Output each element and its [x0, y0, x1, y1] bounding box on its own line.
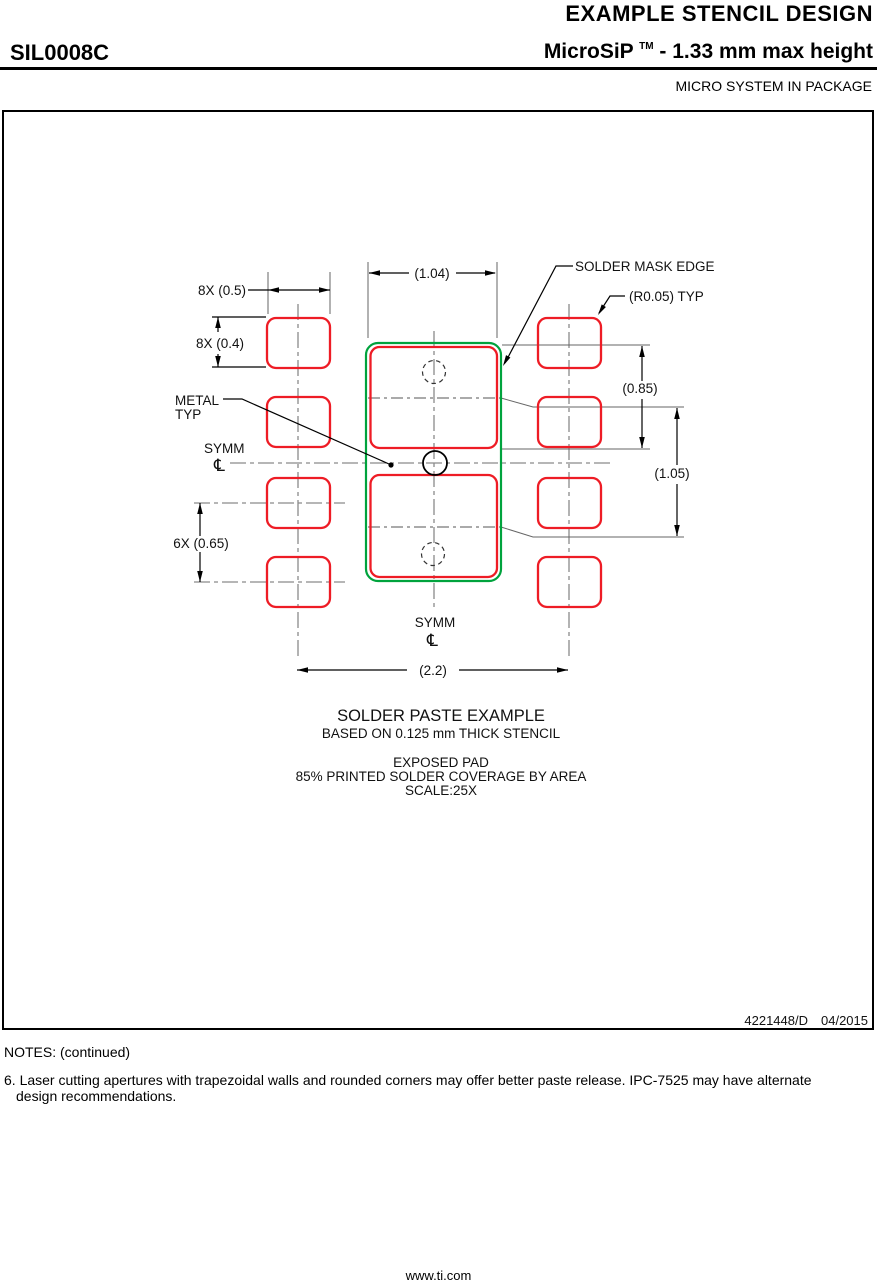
package-height: - 1.33 mm max height	[653, 40, 873, 63]
package-name: MicroSiP	[543, 40, 634, 63]
label-solder-mask-edge: SOLDER MASK EDGE	[575, 259, 715, 274]
hidden-via-bottom	[422, 543, 445, 566]
metal-leader	[223, 399, 389, 464]
note-6-line2: design recommendations.	[16, 1088, 177, 1104]
centerline-symbol-left: ℄	[214, 456, 225, 476]
caption-scale: SCALE:25X	[404, 783, 478, 798]
dim-overall-width: (2.2)	[419, 663, 447, 678]
centerline-symbol-bottom: ℄	[427, 631, 438, 651]
label-metal-typ: TYP	[175, 407, 202, 422]
package-family: MICRO SYSTEM IN PACKAGE	[675, 78, 872, 94]
dim-aperture-pitch: (1.05)	[654, 466, 690, 481]
dim-aperture-height: (0.85)	[622, 381, 658, 396]
caption-coverage: 85% PRINTED SOLDER COVERAGE BY AREA	[295, 769, 587, 784]
arrowheads	[197, 270, 680, 673]
note-6-line1: 6. Laser cutting apertures with trapezoidal walls and rounded corners may offer better paste release. IPC-7525 may have alternate	[4, 1072, 812, 1088]
label-symm-bottom: SYMM	[414, 615, 456, 630]
metal-leader-dot	[388, 462, 393, 467]
dim-center-pad-width: (1.04)	[414, 266, 450, 281]
drawing-frame	[3, 111, 873, 1029]
solder-mask-edge-outline	[366, 343, 501, 581]
radius-leader	[599, 296, 625, 313]
dim-pad-height: 8X (0.4)	[195, 336, 245, 351]
doc-date: 04/2015	[821, 1013, 868, 1028]
dim-pad-pitch: 6X (0.65)	[173, 536, 229, 551]
caption-exposed-pad: EXPOSED PAD	[393, 755, 489, 770]
footer-url: www.ti.com	[405, 1268, 472, 1283]
notes-heading: NOTES: (continued)	[4, 1044, 131, 1060]
dim-pad-width: 8X (0.5)	[197, 283, 246, 298]
page-title: EXAMPLE STENCIL DESIGN	[565, 1, 873, 26]
caption-subtitle: BASED ON 0.125 mm THICK STENCIL	[321, 726, 561, 741]
label-radius-typ: (R0.05) TYP	[629, 289, 704, 304]
trademark-symbol: TM	[639, 41, 654, 52]
centerlines	[194, 304, 612, 658]
caption-title: SOLDER PASTE EXAMPLE	[337, 707, 545, 725]
label-symm-left: SYMM	[204, 441, 245, 456]
doc-number: 4221448/D	[744, 1013, 808, 1028]
label-metal: METAL	[175, 393, 220, 408]
part-number: SIL0008C	[10, 40, 110, 65]
